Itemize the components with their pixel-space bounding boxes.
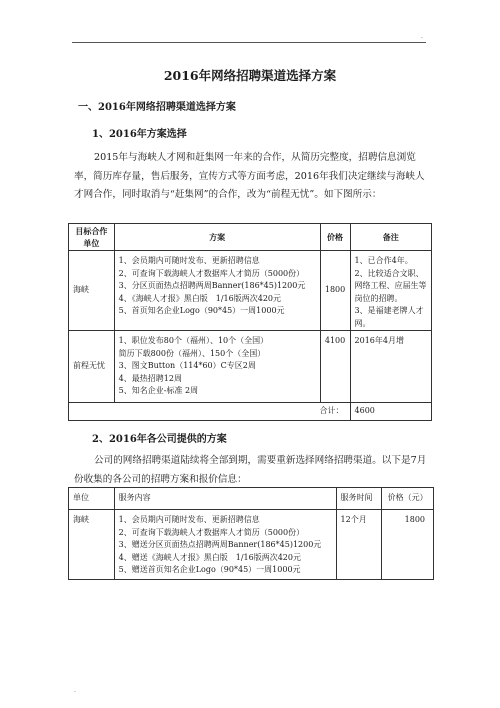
document-title: 2016年网络招聘渠道选择方案 (163, 68, 337, 83)
unit-cell: 海峡 (69, 510, 115, 580)
header-mark: . (421, 33, 423, 40)
plan-item: 4、《海峡人才报》黑白版 1/16版两次420元 (118, 293, 281, 303)
price-cell: 4100 (320, 331, 350, 403)
quote-table-header-row (69, 488, 434, 510)
total-value: 4600 (350, 403, 431, 421)
section-heading-1: 一、2016年网络招聘渠道选择方案 (78, 102, 236, 113)
unit-cell: 前程无忧 (69, 331, 115, 403)
header-cell: 价格 (320, 224, 350, 251)
plan-table (68, 223, 432, 421)
header-cell: 价格（元） (382, 488, 434, 510)
quote-table (68, 487, 434, 580)
plan-item: 简历下载800份（福州）、150个（全国） (118, 348, 266, 358)
paragraph-2: 公司的网络招聘渠道陆续将全部到期，需要重新选择网络招聘渠道。以下是7月份收集的各公司的招聘方案和报价信息： (74, 455, 427, 485)
plan-cell (114, 331, 320, 403)
header-cell: 备注 (350, 224, 431, 251)
plan-item: 2、可查询下载海峡人才数据库人才简历（5000份） (118, 268, 305, 278)
content-item: 2、可查询下载海峡人才数据库人才简历（5000份） (118, 527, 305, 537)
subheading-2: 2、2016年各公司提供的方案 (92, 434, 227, 445)
price-cell: 1800 (320, 251, 350, 331)
price-cell: 1800 (382, 510, 434, 580)
total-row (69, 403, 432, 421)
plan-item: 1、职位发布80个（福州）、10个（全国） (118, 336, 269, 345)
subheading-1: 1、2016年方案选择 (92, 129, 187, 140)
table-row (69, 251, 432, 331)
header-cell: 单位 (69, 488, 115, 510)
plan-item: 1、会员期内可随时发布、更新招聘信息 (118, 256, 260, 265)
content-item: 1、会员期内可随时发布、更新招聘信息 (118, 515, 260, 524)
footer-mark: . (74, 687, 76, 694)
plan-table-header-row (69, 224, 432, 251)
plan-item: 5、知名企业-标准 2周 (118, 386, 199, 395)
header-cell: 目标合作单位 (69, 224, 115, 251)
content-cell (114, 510, 336, 580)
note-item: 3、是福建老牌人才网。 (354, 306, 424, 328)
table-row (69, 331, 432, 403)
content-item: 5、赠送首页知名企业Logo（90*45）一周1000元 (118, 565, 301, 574)
plan-item: 5、首页知名企业Logo（90*45）一周1000元 (118, 306, 285, 315)
header-cell: 服务时间 (336, 488, 382, 510)
paragraph-1: 2015年与海峡人才网和赶集网一年来的合作，从简历完整度，招聘信息浏览率，简历库存量，售后服务，宣传方式等方面考虑，2016年我们决定继续与海峡人才网合作，同时取消与“赶集网”的合作，改为“前程无忧”。如下图所示： (74, 152, 425, 200)
plan-cell (114, 251, 320, 331)
plan-item: 3、分区页面热点招聘两周Banner(186*45)1200元 (118, 281, 306, 290)
plan-item: 3、图文Button（114*60）C专区2周 (118, 361, 256, 370)
note-item: 1、已合作4年。 (354, 256, 413, 265)
note-cell (350, 251, 431, 331)
content-item: 3、赠送分区页面热点招聘两周Banner(186*45)1200元 (118, 540, 322, 549)
header-cell: 服务内容 (114, 488, 336, 510)
plan-item: 4、最热招聘12周 (118, 373, 182, 383)
duration-cell: 12个月 (336, 510, 382, 580)
total-label: 合计： (69, 403, 351, 421)
content-item: 4、赠送《海峡人才报》黑白版 1/16版两次420元 (118, 552, 301, 562)
header-cell: 方案 (114, 224, 320, 251)
header-rule (72, 42, 426, 43)
table-row (69, 510, 434, 580)
note-cell: 2016年4月增 (350, 331, 431, 403)
note-item: 2、比较适合文职、网络工程、应届生等岗位的招聘。 (354, 268, 427, 303)
unit-cell: 海峡 (69, 251, 115, 331)
